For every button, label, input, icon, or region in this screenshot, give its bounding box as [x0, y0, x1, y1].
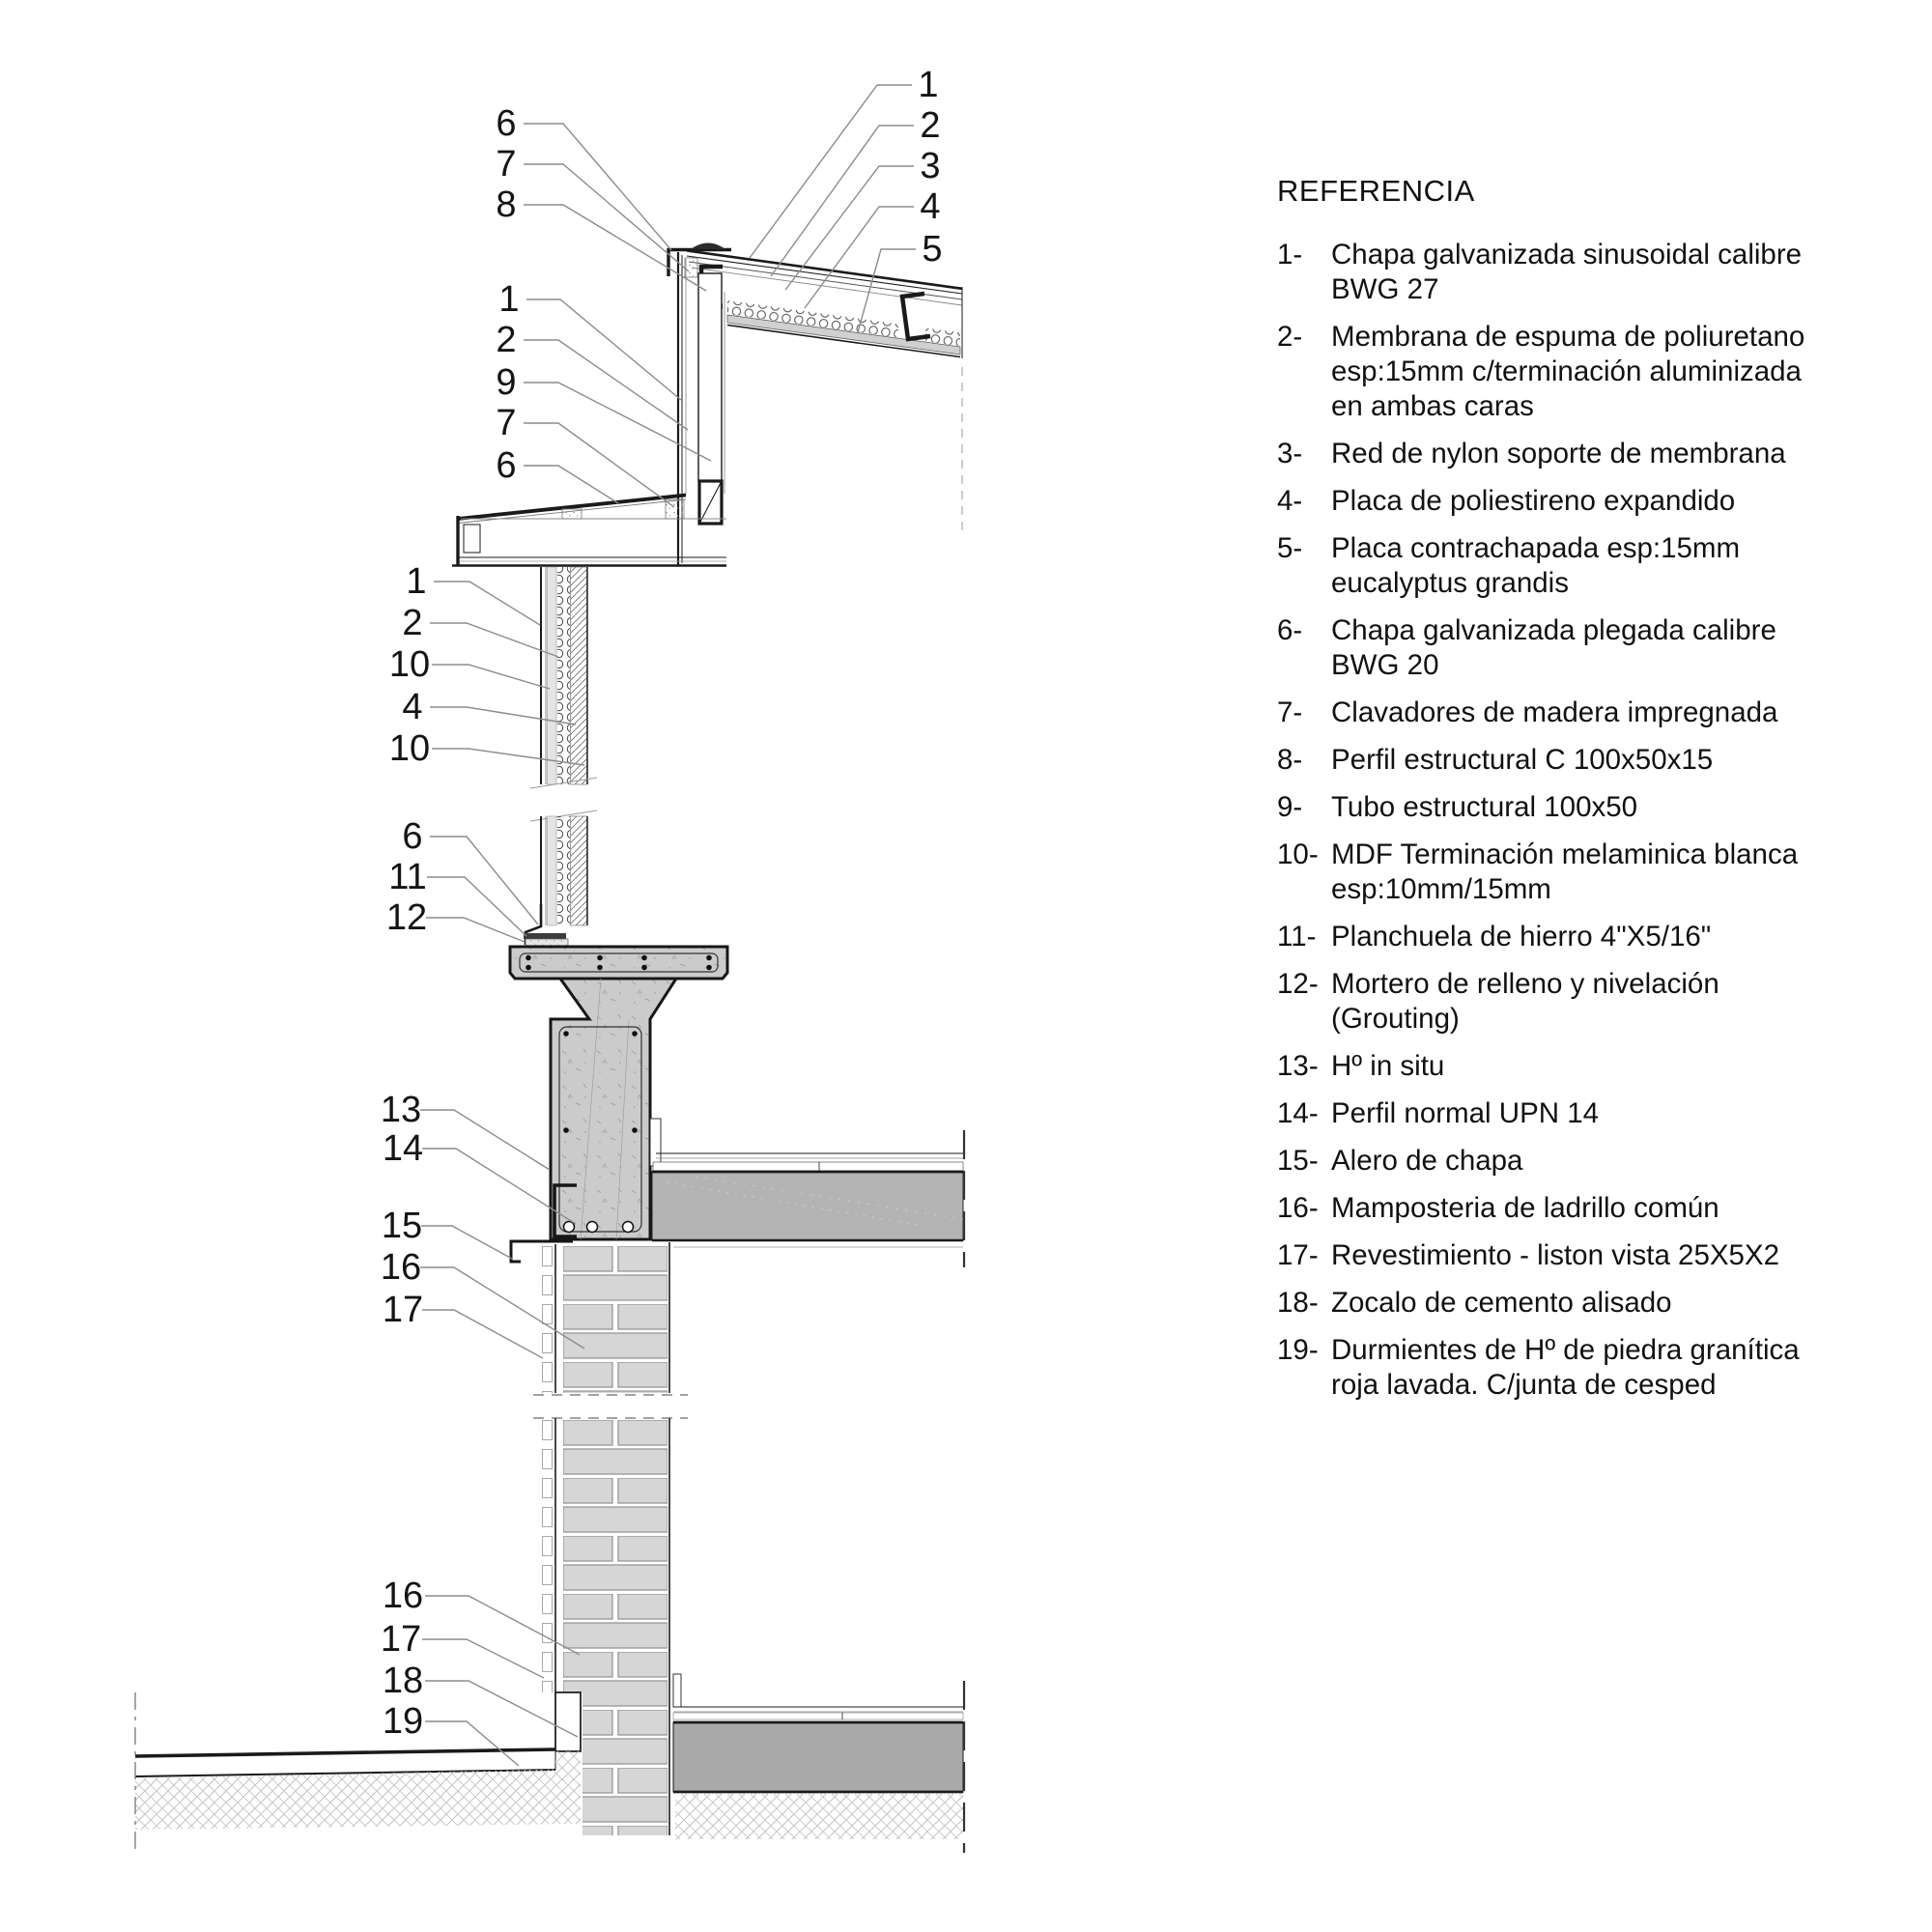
callout-label: 12 [385, 897, 428, 938]
legend-item-text: Planchuela de hierro 4"X5/16" [1331, 921, 1712, 952]
legend-item-text: Zocalo de cemento alisado [1331, 1287, 1672, 1319]
legend-item-text: Chapa galvanizada plegada calibre BWG 20 [1331, 614, 1776, 681]
legend-item [1277, 967, 1830, 1037]
callout-label: 9 [496, 362, 517, 403]
callout-label: 17 [380, 1619, 422, 1660]
legend-item [1277, 531, 1830, 601]
legend-item-text: Red de nylon soporte de membrana [1331, 438, 1786, 469]
liston-cladding-upper [542, 1246, 553, 1393]
callout-label: 6 [402, 816, 423, 857]
legend-item-number: 10- [1277, 838, 1319, 870]
eave-vent-slot [464, 525, 480, 553]
legend-item-text: Membrana de espuma de poliuretano esp:15mm c/terminación aluminizada en ambas caras [1331, 321, 1805, 422]
legend-item-text: Perfil estructural C 100x50x15 [1331, 744, 1714, 776]
sinusoidal-sheet-end [691, 243, 725, 250]
legend-item-number: 18- [1277, 1287, 1319, 1319]
legend-item-number: 13- [1277, 1050, 1319, 1082]
callout-label: 7 [496, 403, 517, 443]
callout-label: 1 [498, 279, 520, 320]
legend-item [1277, 613, 1830, 683]
interior-trim-lower [673, 1674, 681, 1707]
callout-label: 7 [496, 144, 517, 185]
clerestory-wall [678, 252, 724, 565]
lower-slab [673, 1722, 963, 1792]
steel-flat-bar [524, 933, 566, 939]
wood-nailer-eave-mid [562, 509, 582, 519]
legend-item-number: 17- [1277, 1239, 1319, 1271]
legend-item [1277, 1191, 1830, 1226]
ground-hatch-left [135, 1769, 581, 1830]
beam-top-flange [510, 947, 727, 979]
callout-label: 17 [382, 1290, 424, 1330]
legend-item [1277, 1144, 1830, 1179]
callout-label: 4 [920, 186, 941, 227]
legend-item-text: Chapa galvanizada sinusoidal calibre BWG 27 [1331, 239, 1803, 305]
legend-item [1277, 838, 1830, 907]
callout-label: 4 [402, 687, 423, 727]
legend-item-text: MDF Terminación melaminica blanca esp:10mm/15mm [1331, 838, 1799, 905]
legend-item-text: Clavadores de madera impregnada [1331, 696, 1778, 728]
deck-planks-upper [653, 1162, 963, 1171]
callout-label: 1 [918, 65, 939, 105]
legend-item [1277, 743, 1830, 778]
brick-wall [531, 1242, 690, 1835]
zocalo [555, 1692, 581, 1751]
deck-planks-lower [673, 1713, 963, 1719]
callout-label: 2 [402, 603, 423, 643]
legend-item-number: 4- [1277, 485, 1303, 517]
legend-item-number: 5- [1277, 532, 1303, 564]
callout-label: 18 [382, 1661, 424, 1701]
legend-item [1277, 320, 1830, 424]
lower-floor [673, 1674, 964, 1853]
callout-label: 15 [381, 1206, 423, 1246]
legend-item [1277, 1049, 1830, 1084]
legend-item [1277, 790, 1830, 825]
legend-item-text: Alero de chapa [1331, 1145, 1523, 1177]
legend-item-number: 2- [1277, 321, 1303, 353]
legend [1277, 174, 1830, 1415]
callout-label: 3 [920, 146, 941, 186]
legend-item [1277, 238, 1830, 307]
callout-label: 6 [496, 103, 517, 144]
callout-label: 11 [388, 857, 427, 897]
legend-item [1277, 437, 1830, 471]
legend-item [1277, 1096, 1830, 1131]
callout-label: 1 [406, 561, 427, 602]
callout-label: 13 [380, 1090, 422, 1130]
legend-item-text: Mortero de relleno y nivelación (Grouting) [1331, 968, 1719, 1035]
callout-label: 16 [380, 1247, 422, 1288]
legend-item-number: 8- [1277, 744, 1303, 776]
callout-label: 10 [388, 644, 431, 685]
legend-item-number: 19- [1277, 1334, 1319, 1366]
wood-nailer-top [685, 258, 697, 277]
legend-item-text: Mamposteria de ladrillo común [1331, 1192, 1719, 1224]
legend-item-text: Hº in situ [1331, 1050, 1445, 1082]
legend-title: REFERENCIA [1277, 174, 1475, 208]
structural-tube [698, 273, 722, 481]
legend-item [1277, 920, 1830, 954]
legend-item-number: 12- [1277, 968, 1319, 1000]
legend-item-text: Revestimiento - liston vista 25X5X2 [1331, 1239, 1780, 1271]
callout-label: 8 [496, 185, 517, 225]
eave-canopy [452, 496, 726, 567]
legend-item-number: 14- [1277, 1097, 1319, 1129]
legend-item-number: 6- [1277, 614, 1303, 646]
callout-label: 14 [382, 1128, 424, 1169]
interior-trim-upper [650, 1119, 661, 1166]
legend-item [1277, 484, 1830, 519]
legend-item-number: 16- [1277, 1192, 1319, 1224]
callout-label: 5 [922, 229, 943, 270]
upper-slab [652, 1172, 963, 1240]
legend-item-text: Placa contrachapada esp:15mm eucalyptus grandis [1331, 532, 1741, 599]
callout-label: 16 [382, 1576, 424, 1616]
legend-item-number: 1- [1277, 239, 1303, 270]
callout-label: 19 [382, 1701, 424, 1742]
legend-item [1277, 696, 1830, 730]
liston-cladding-lower [542, 1418, 553, 1692]
legend-item-text: Durmientes de Hº de piedra granítica roja lavada. C/junta de cesped [1331, 1334, 1800, 1401]
legend-item-text: Tubo estructural 100x50 [1331, 791, 1638, 823]
callout-label: 2 [496, 320, 517, 360]
exterior-ground [135, 1692, 581, 1851]
legend-item-number: 7- [1277, 696, 1303, 728]
callout-label: 2 [920, 105, 941, 146]
legend-item [1277, 1286, 1830, 1321]
legend-item-text: Perfil normal UPN 14 [1331, 1097, 1600, 1129]
legend-item [1277, 1238, 1830, 1273]
upper-floor [652, 1130, 964, 1267]
legend-item-number: 15- [1277, 1145, 1319, 1177]
legend-item [1277, 1333, 1830, 1403]
ground-hatch-right [675, 1793, 963, 1839]
legend-item-number: 3- [1277, 438, 1303, 469]
legend-item-number: 9- [1277, 791, 1303, 823]
legend-item-number: 11- [1277, 921, 1317, 952]
callout-label: 10 [388, 728, 431, 769]
callout-label: 6 [496, 445, 517, 486]
legend-item-text: Placa de poliestireno expandido [1331, 485, 1736, 517]
